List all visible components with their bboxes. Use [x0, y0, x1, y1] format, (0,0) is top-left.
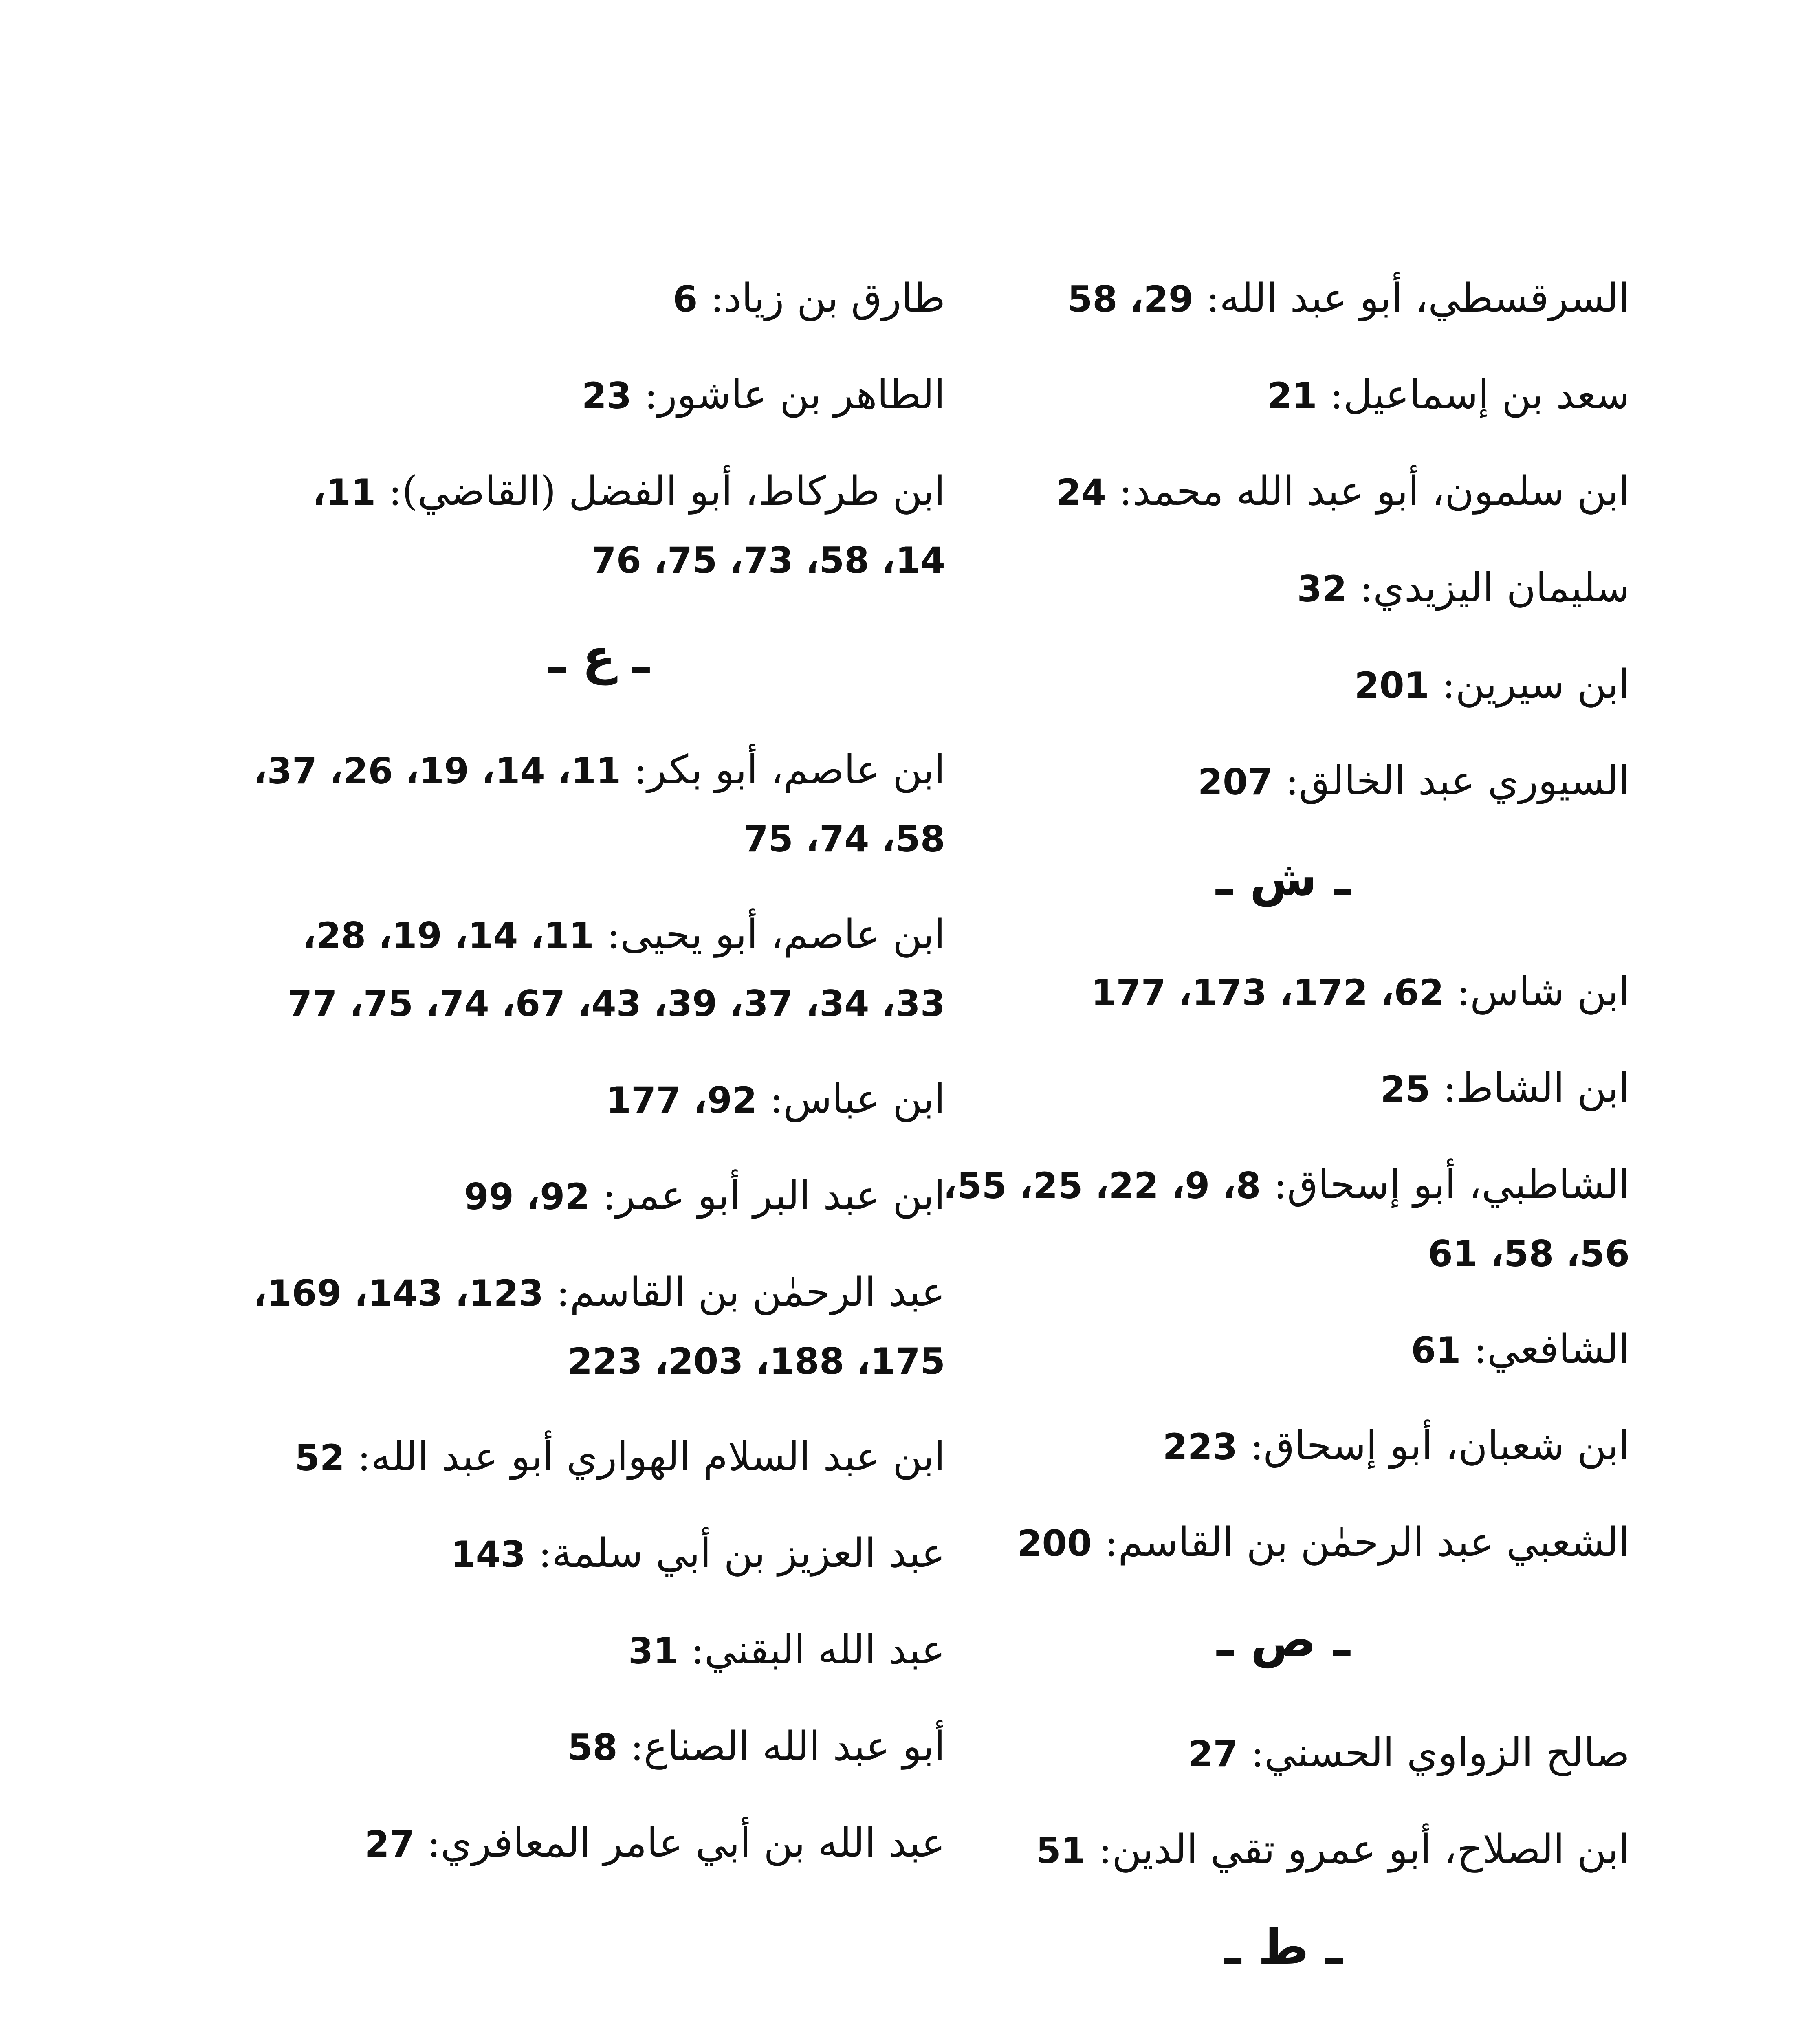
index-entry: ابن عاصم، أبو بكر: 11، 14، 19، 26، 37، 58، 74، 75: [253, 747, 945, 860]
entry-name: ابن سلمون، أبو عبد الله محمد: [1132, 468, 1630, 515]
letter-heading: ـ ط ـ: [1224, 1919, 1343, 1975]
entry-pages: 23: [581, 375, 632, 417]
index-entry: سعد بن إسماعيل: 21: [1267, 372, 1630, 418]
index-entry: عبد العزيز بن أبي سلمة: 143: [451, 1530, 945, 1577]
index-entry: ابن طركاط، أبو الفضل (القاضي): 11، 14، 58، 73، 75، 76: [312, 468, 945, 581]
entry-pages: 143: [451, 1533, 526, 1575]
index-entry: الطاهر بن عاشور: 23: [581, 372, 945, 418]
index-entry: ابن سيرين: 201: [1354, 661, 1630, 708]
index-entry: عبد الله بن أبي عامر المعافري: 27: [364, 1820, 945, 1866]
entry-name: طارق بن زياد: [724, 275, 945, 321]
entry-pages: 58: [568, 1727, 618, 1769]
entry-pages: 92، 99: [464, 1176, 590, 1218]
index-entry: ابن شاس: 62، 172، 173، 177: [1091, 968, 1630, 1015]
index-entry: السيوري عبد الخالق: 207: [1197, 758, 1630, 804]
entry-name: سليمان اليزيدي: [1373, 565, 1630, 611]
index-entry: الشعبي عبد الرحمٰن بن القاسم: 200: [1017, 1519, 1630, 1566]
entry-pages: 29، 58: [1067, 278, 1194, 320]
index-entry: ابن شعبان، أبو إسحاق: 223: [1162, 1423, 1630, 1469]
entry-pages: 62، 172، 173، 177: [1091, 972, 1444, 1014]
entry-name: السيوري عبد الخالق: [1298, 758, 1630, 804]
entry-name: ابن الشاط: [1456, 1065, 1630, 1111]
entry-name: السرقسطي، أبو عبد الله: [1219, 275, 1630, 321]
letter-heading: ـ ع ـ: [548, 629, 649, 685]
entry-pages: 11، 14، 19، 26، 37، 58، 74، 75: [253, 750, 945, 860]
entry-pages: 8، 9، 22، 25، 55، 56، 58، 61: [943, 1165, 1630, 1275]
entry-pages: 32: [1297, 568, 1347, 610]
entry-pages: 6: [673, 278, 698, 320]
entry-pages: 31: [628, 1630, 678, 1672]
entry-name: ابن عاصم، أبو يحيى: [620, 911, 945, 958]
index-entry: طارق بن زياد: 6: [673, 275, 945, 321]
index-entry: صالح الزواوي الحسني: 27: [1188, 1730, 1630, 1776]
entry-name: ابن الصلاح، أبو عمرو تقي الدين: [1112, 1826, 1630, 1873]
entry-name: عبد الرحمٰن بن القاسم: [570, 1269, 945, 1315]
index-entry: ابن عبد البر أبو عمر: 92، 99: [464, 1172, 945, 1219]
entry-name: الشعبي عبد الرحمٰن بن القاسم: [1118, 1519, 1630, 1566]
letter-heading: ـ ش ـ: [1216, 850, 1351, 907]
entry-pages: 11، 14، 58، 73، 75، 76: [312, 471, 945, 581]
entry-pages: 201: [1354, 664, 1429, 706]
index-entry: عبد الله البقني: 31: [628, 1627, 945, 1673]
index-entry: سليمان اليزيدي: 32: [1297, 565, 1630, 611]
entry-pages: 207: [1197, 761, 1273, 803]
entry-name: ابن سيرين: [1455, 661, 1630, 708]
index-entry: ابن الشاط: 25: [1380, 1065, 1630, 1111]
entry-name: ابن شعبان، أبو إسحاق: [1263, 1423, 1630, 1469]
index-entry: ابن الصلاح، أبو عمرو تقي الدين: 51: [1036, 1826, 1630, 1873]
entry-name: ابن عاصم، أبو بكر: [647, 747, 945, 793]
index-column-right: [937, 265, 1630, 2027]
index-entry: عبد الرحمٰن بن القاسم: 123، 143، 169، 175، 188، 203، 223: [253, 1269, 945, 1382]
entry-name: صالح الزواوي الحسني: [1264, 1730, 1630, 1776]
entry-pages: 11، 14، 19، 28، 33، 34، 37، 39، 43، 67، 74، 75، 77: [287, 915, 945, 1025]
index-entry: أبو عبد الله الصناع: 58: [568, 1723, 945, 1770]
entry-pages: 24: [1056, 471, 1106, 513]
entry-name: ابن عباس: [783, 1076, 945, 1122]
entry-name: ابن شاس: [1470, 968, 1630, 1015]
entry-name: عبد العزيز بن أبي سلمة: [552, 1530, 945, 1577]
entry-pages: 200: [1017, 1522, 1092, 1564]
entry-pages: 223: [1162, 1426, 1238, 1468]
entry-name: ابن طركاط، أبو الفضل (القاضي): [402, 468, 945, 515]
entry-pages: 92، 177: [606, 1079, 757, 1121]
entry-pages: 27: [1188, 1733, 1238, 1775]
entry-pages: 21: [1267, 375, 1317, 417]
entry-name: ابن عبد السلام الهواري أبو عبد الله: [371, 1434, 945, 1480]
entry-name: الشاطبي، أبو إسحاق: [1287, 1161, 1630, 1208]
entry-name: أبو عبد الله الصناع: [643, 1723, 945, 1770]
entry-pages: 25: [1380, 1068, 1430, 1110]
entry-name: الشافعي: [1487, 1326, 1630, 1373]
index-entry: ابن عبد السلام الهواري أبو عبد الله: 52: [295, 1434, 945, 1480]
index-column-left: [253, 265, 945, 1906]
entry-pages: 61: [1411, 1329, 1461, 1371]
index-entry: الشافعي: 61: [1411, 1326, 1630, 1373]
entry-name: الطاهر بن عاشور: [658, 372, 945, 418]
index-entry: ابن سلمون، أبو عبد الله محمد: 24: [1056, 468, 1630, 515]
entry-name: سعد بن إسماعيل: [1343, 372, 1630, 418]
index-entry: ابن عاصم، أبو يحيى: 11، 14، 19، 28، 33، 34، 37، 39، 43، 67، 74، 75، 77: [287, 911, 945, 1025]
entry-pages: 51: [1036, 1830, 1086, 1872]
index-entry: الشاطبي، أبو إسحاق: 8، 9، 22، 25، 55، 56، 58، 61: [943, 1161, 1630, 1275]
index-entry: السرقسطي، أبو عبد الله: 29، 58: [1067, 275, 1630, 321]
letter-heading: ـ ص ـ: [1217, 1612, 1350, 1668]
entry-pages: 27: [364, 1823, 415, 1865]
entry-pages: 52: [295, 1437, 345, 1479]
index-entry: ابن عباس: 92، 177: [606, 1076, 945, 1122]
entry-name: ابن عبد البر أبو عمر: [616, 1172, 945, 1219]
entry-name: عبد الله بن أبي عامر المعافري: [440, 1820, 945, 1866]
entry-pages: 123، 143، 169، 175، 188، 203، 223: [253, 1272, 945, 1382]
entry-name: عبد الله البقني: [704, 1627, 945, 1673]
